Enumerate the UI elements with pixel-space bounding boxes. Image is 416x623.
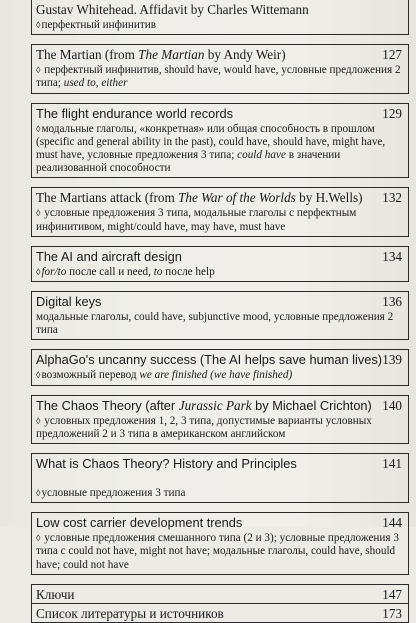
entry-description: ◊возможный перевод we are finished (we have finished) bbox=[36, 369, 293, 382]
page-number: 144 bbox=[382, 515, 402, 531]
page-number: 139 bbox=[382, 352, 402, 368]
entry-title: AlphaGo's uncanny success (The AI helps save human lives) bbox=[36, 352, 383, 368]
entry-title: The Martians attack (from The War of the Worlds by H.Wells) bbox=[36, 190, 363, 206]
entry-description: ◊модальные глаголы, «конкретная» или общая способность в прошлом (specific and general ability in the past), could have, should have, might have, must have, условные предложения 3 типа; could have в значении реализованной способности bbox=[36, 122, 386, 175]
lozenge-icon: ◊ bbox=[36, 123, 41, 134]
entry-title: What is Chaos Theory? History and Principles bbox=[36, 456, 297, 472]
toc-entry bbox=[31, 512, 409, 575]
entry-title: The AI and aircraft design bbox=[36, 248, 182, 264]
entry-description: ◊ условные предложения смешанного типа (2 и 3); условные предложения 3 типа с could not have, might not have; модальные глаголы, could have, should have; could not have bbox=[36, 532, 399, 571]
entry-title: Gustav Whitehead. Affidavit by Charles Wittemann bbox=[36, 2, 309, 17]
entry-description: ◊условные предложения 3 типа bbox=[36, 487, 186, 500]
entry-title: The Chaos Theory (after Jurassic Park by Michael Crichton) bbox=[36, 397, 372, 413]
page-number: 129 bbox=[382, 105, 402, 121]
entry-title: The flight endurance world records bbox=[36, 105, 234, 121]
toc-entry bbox=[31, 604, 409, 623]
page-number: 147 bbox=[382, 586, 402, 602]
lozenge-icon: ◊ bbox=[36, 65, 41, 76]
entry-description: ◊for/to после call и need, to после help bbox=[36, 265, 215, 278]
lozenge-icon: ◊ bbox=[36, 208, 41, 219]
entry-description: ◊перфектный инфинитив bbox=[36, 19, 157, 31]
lozenge-icon: ◊ bbox=[36, 415, 41, 426]
entry-description: ◊ условные предложения 3 типа, модальные глаголы с перфектным инфинитивом, might/could have, may have, must have bbox=[36, 207, 357, 233]
lozenge-icon: ◊ bbox=[36, 266, 41, 277]
toc-entry bbox=[31, 349, 409, 385]
page-number: 136 bbox=[382, 294, 402, 310]
entry-description: ◊ условных предложения 1, 2, 3 типа, допустимые варианты условных предложений 2 и 3 типа в американском английском bbox=[36, 414, 372, 440]
page-number: 140 bbox=[382, 397, 402, 413]
entry-description: ◊ перфектный инфинитив, should have, would have, условные предложения 2 типа; used to, either bbox=[36, 64, 401, 90]
page-number: 134 bbox=[382, 248, 402, 264]
toc-entry bbox=[31, 0, 409, 35]
toc-entry bbox=[31, 453, 409, 503]
table-of-contents bbox=[31, 0, 409, 623]
entry-title: Список литературы и источников bbox=[36, 605, 224, 621]
page-number: 141 bbox=[382, 456, 402, 472]
entry-description: модальные глаголы, could have, subjunctive mood, условные предложения 2 типа bbox=[36, 311, 394, 337]
page-number: 132 bbox=[382, 190, 402, 206]
toc-entry bbox=[31, 187, 409, 236]
entry-title: The Martian (from The Martian by Andy Weir) bbox=[36, 47, 286, 63]
toc-entry bbox=[31, 395, 409, 444]
lozenge-icon: ◊ bbox=[36, 533, 41, 544]
toc-entry bbox=[31, 246, 409, 282]
page-number: 127 bbox=[382, 47, 402, 63]
toc-entry bbox=[31, 103, 409, 179]
page-number: 173 bbox=[382, 605, 402, 621]
lozenge-icon: ◊ bbox=[36, 20, 41, 30]
entry-title: Low cost carrier development trends bbox=[36, 515, 243, 531]
lozenge-icon: ◊ bbox=[36, 488, 41, 499]
toc-entry bbox=[31, 584, 409, 604]
lozenge-icon: ◊ bbox=[36, 370, 41, 381]
entry-title: Ключи bbox=[36, 586, 75, 602]
toc-entry bbox=[31, 291, 409, 340]
entry-title: Digital keys bbox=[36, 294, 102, 310]
toc-entry bbox=[31, 44, 409, 93]
